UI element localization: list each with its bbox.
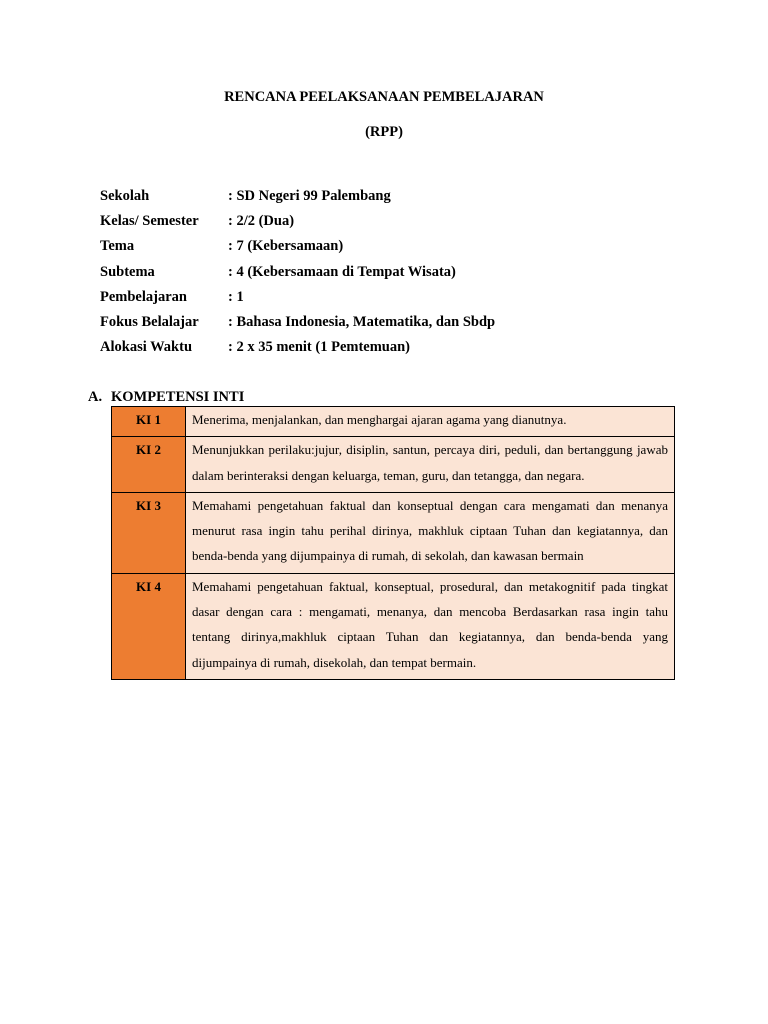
info-label: Fokus Belalajar (100, 314, 199, 331)
info-value: : 7 (Kebersamaan) (228, 238, 344, 255)
info-row-kelas-semester (100, 209, 495, 234)
info-row-sekolah (100, 184, 495, 209)
table-row-ki-2 (112, 437, 675, 493)
table-row-ki-3 (112, 492, 675, 573)
table-row-ki-1 (112, 407, 675, 437)
table-row-ki-4 (112, 573, 675, 679)
info-value: : SD Negeri 99 Palembang (228, 188, 391, 205)
info-value: : 1 (228, 288, 244, 305)
section-heading-kompetensi-inti (88, 388, 244, 406)
info-row-pembelajaran (100, 285, 495, 310)
document-title: RENCANA PEELAKSANAAN PEMBELAJARAN (224, 89, 544, 105)
ki-description-text: Memahami pengetahuan faktual, konseptual, prosedural, dan metakognitif pada tingkat dasar dengan cara : mengamati, menanya, dan mencoba Berdasarkan rasa ingin tahu tentang dirinya,makhluk ciptaan Tuhan dan kegiatannya, dan benda-benda yang dijumpainya di rumah, disekolah, dan tempat bermain. (192, 578, 668, 670)
identity-list (100, 184, 495, 360)
info-label: Sekolah (100, 188, 150, 205)
ki-description-cell (186, 492, 675, 573)
info-label: Kelas/ Semester (100, 213, 199, 230)
info-row-fokus-belajar (100, 310, 495, 335)
info-label: Tema (100, 238, 135, 255)
ki-code-cell: KI 4 (112, 573, 186, 679)
info-value: : 2 x 35 menit (1 Pemtemuan) (228, 339, 411, 356)
section-title: KOMPETENSI INTI (111, 389, 245, 405)
ki-code-cell: KI 2 (112, 437, 186, 493)
info-label: Pembelajaran (100, 288, 187, 305)
document-subtitle: (RPP) (365, 124, 403, 140)
info-value: : 4 (Kebersamaan di Tempat Wisata) (228, 263, 456, 280)
info-value: : Bahasa Indonesia, Matematika, dan Sbdp (228, 314, 496, 331)
ki-description-text: Menerima, menjalankan, dan menghargai ajaran agama yang dianutnya. (192, 412, 567, 427)
ki-description-cell (186, 573, 675, 679)
ki-description-cell (186, 437, 675, 493)
ki-description-cell (186, 407, 675, 437)
info-value: : 2/2 (Dua) (228, 213, 295, 230)
ki-code-cell: KI 3 (112, 492, 186, 573)
info-label: Alokasi Waktu (100, 339, 193, 356)
info-row-alokasi-waktu (100, 335, 495, 360)
section-letter: A. (88, 389, 103, 405)
kompetensi-inti-table (111, 406, 675, 680)
info-row-subtema (100, 260, 495, 285)
ki-description-text: Menunjukkan perilaku:jujur, disiplin, santun, percaya diri, peduli, dan bertanggung jawab dalam berinteraksi dengan keluarga, teman, guru, dan tetangga, dan negara. (192, 442, 668, 483)
ki-code-cell: KI 1 (112, 407, 186, 437)
info-row-tema (100, 234, 495, 259)
info-label: Subtema (100, 263, 155, 280)
ki-description-text: Memahami pengetahuan faktual dan konseptual dengan cara mengamati dan menanya menurut rasa ingin tahu perihal dirinya, makhluk ciptaan Tuhan dan kegiatannya, dan benda-benda yang dijumpainya di rumah, di sekolah, dan kawasan bermain (192, 497, 668, 564)
